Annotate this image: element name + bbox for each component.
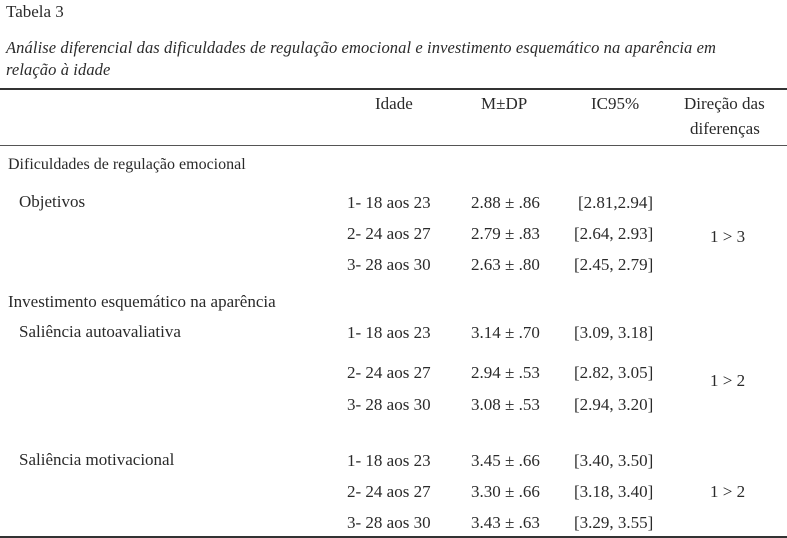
table-cell-ic: [2.81,2.94]	[578, 193, 654, 212]
table-cell-mdp: 3.43 ± .63	[471, 513, 540, 532]
header-ic95: IC95%	[591, 94, 640, 113]
table-caption-line1: Análise diferencial das dificuldades de regulação emocional e investimento esquemático na aparência em	[6, 38, 717, 57]
table-cell-mdp: 2.94 ± .53	[471, 363, 540, 382]
direction-motivacional: 1 > 2	[710, 482, 746, 501]
section-title-investimento: Investimento esquemático na aparência	[8, 292, 276, 311]
table-cell-idade: 2- 24 aos 27	[347, 482, 431, 501]
group-name-objetivos: Objetivos	[19, 192, 86, 211]
table-cell-ic: [2.64, 2.93]	[574, 224, 654, 243]
table-cell-ic: [3.09, 3.18]	[574, 323, 654, 342]
table-cell-ic: [2.94, 3.20]	[574, 395, 654, 414]
header-idade: Idade	[375, 94, 413, 113]
table-cell-idade: 2- 24 aos 27	[347, 363, 431, 382]
table-cell-idade: 1- 18 aos 23	[347, 193, 431, 212]
table-cell-mdp: 3.45 ± .66	[471, 451, 540, 470]
table-cell-idade: 3- 28 aos 30	[347, 395, 431, 414]
header-rule	[0, 145, 787, 146]
table-cell-ic: [2.45, 2.79]	[574, 255, 654, 274]
table-cell-mdp: 2.79 ± .83	[471, 224, 540, 243]
table-cell-mdp: 3.14 ± .70	[471, 323, 540, 342]
table-cell-ic: [3.18, 3.40]	[574, 482, 654, 501]
header-mdp: M±DP	[481, 94, 528, 113]
table-caption-line2: relação à idade	[6, 60, 111, 79]
group-name-autoavaliativa: Saliência autoavaliativa	[19, 322, 181, 341]
table-cell-ic: [3.29, 3.55]	[574, 513, 654, 532]
table-cell-mdp: 3.30 ± .66	[471, 482, 540, 501]
table-cell-idade: 2- 24 aos 27	[347, 224, 431, 243]
table-cell-idade: 1- 18 aos 23	[347, 451, 431, 470]
group-name-motivacional: Saliência motivacional	[19, 450, 175, 469]
direction-objetivos: 1 > 3	[710, 227, 746, 246]
table-label: Tabela 3	[6, 2, 64, 21]
header-direcao-line2: diferenças	[690, 119, 760, 138]
table-top-rule	[0, 88, 787, 90]
table-cell-mdp: 2.88 ± .86	[471, 193, 540, 212]
table-cell-ic: [3.40, 3.50]	[574, 451, 654, 470]
table-cell-mdp: 2.63 ± .80	[471, 255, 540, 274]
table-cell-idade: 1- 18 aos 23	[347, 323, 431, 342]
table-bottom-rule	[0, 536, 787, 538]
table-cell-mdp: 3.08 ± .53	[471, 395, 540, 414]
table-cell-ic: [2.82, 3.05]	[574, 363, 654, 382]
table-cell-idade: 3- 28 aos 30	[347, 513, 431, 532]
table-cell-idade: 3- 28 aos 30	[347, 255, 431, 274]
direction-autoavaliativa: 1 > 2	[710, 371, 746, 390]
header-direcao-line1: Direção das	[684, 94, 765, 113]
section-title-regulacao: Dificuldades de regulação emocional	[8, 156, 246, 173]
